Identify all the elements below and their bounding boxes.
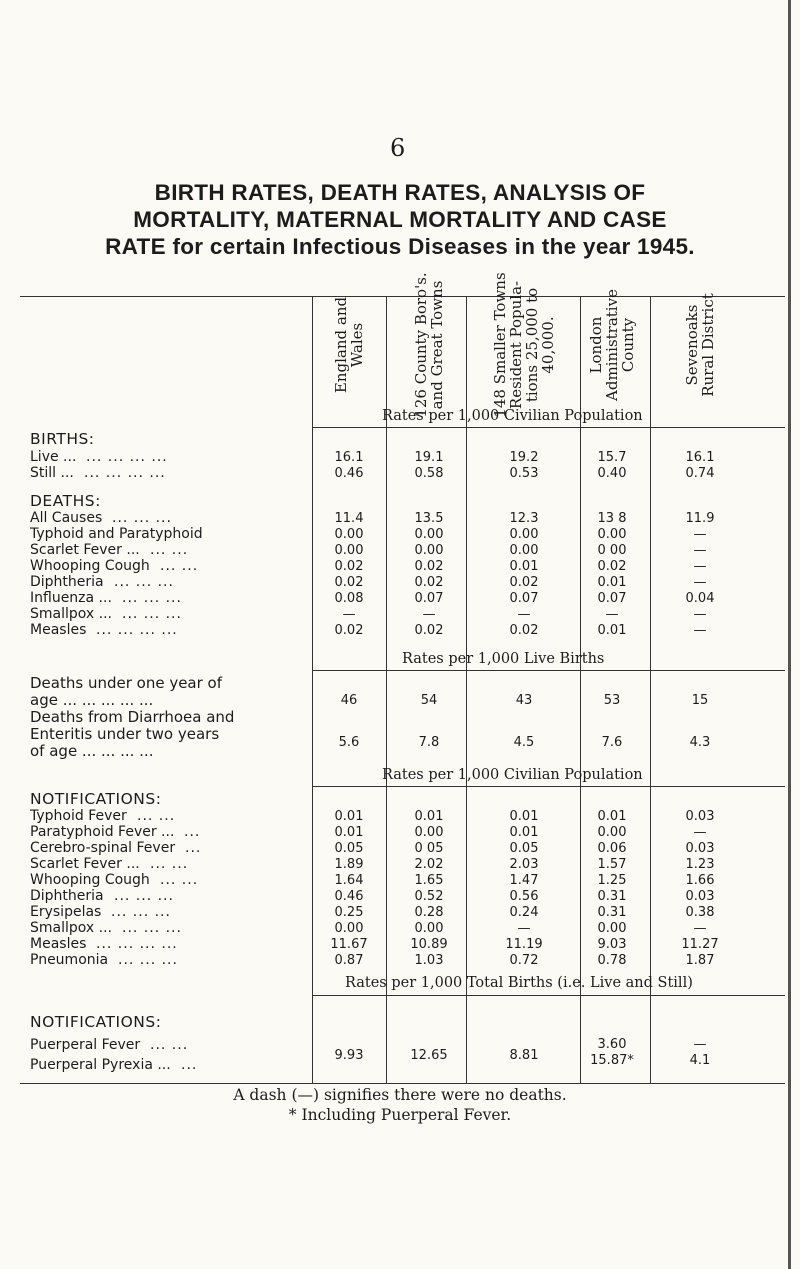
cell-value: 0.06 xyxy=(597,841,627,856)
cell-value: 0.24 xyxy=(509,905,539,920)
table-row xyxy=(30,904,800,918)
column-heading-line: 40,000. xyxy=(539,316,557,374)
band-rule xyxy=(312,995,785,996)
cell-value: 0.01 xyxy=(334,809,364,824)
column-heading-line: Resident Popula- xyxy=(507,280,525,410)
table-row xyxy=(30,590,800,604)
cell-value: 13 8 xyxy=(597,511,627,526)
cell-value: 0.87 xyxy=(334,953,364,968)
infant-label-2: age ... ... ... ... ... xyxy=(30,691,154,709)
infant-label-1: Deaths under one year of xyxy=(30,674,223,692)
column-heading-line: Rural District xyxy=(699,293,717,397)
row-leader-dots: ... ... ... ... xyxy=(84,465,166,481)
row-label: All Causes xyxy=(30,510,103,526)
row-leader-dots: ... ... ... ... xyxy=(86,449,168,465)
column-heading-line: Administrative xyxy=(603,289,621,401)
table-row xyxy=(30,622,800,636)
cell-value: 0.04 xyxy=(685,591,715,606)
cell-value: 9.93 xyxy=(334,1048,364,1063)
column-heading xyxy=(588,289,636,401)
row-leader-dots: ... ... ... xyxy=(122,920,182,936)
cell-value: 0.00 xyxy=(509,527,539,542)
row-leader-dots: ... ... xyxy=(150,542,189,558)
cell-value: 0.25 xyxy=(334,905,364,920)
cell-value: 2.03 xyxy=(509,857,539,872)
row-label: Still ... xyxy=(30,465,74,481)
row-leader-dots: ... ... ... ... xyxy=(96,622,178,638)
births-heading: BIRTHS: xyxy=(30,430,95,448)
column-heading xyxy=(492,272,556,417)
cell-value: 43 xyxy=(515,693,533,708)
row-label: Measles xyxy=(30,622,87,638)
table-row xyxy=(30,840,800,854)
cell-value: 46 xyxy=(340,693,358,708)
column-heading-line: 126 County Boro's. xyxy=(412,272,430,418)
table-row xyxy=(30,558,800,572)
cell-value: 11.19 xyxy=(505,937,543,952)
table-row xyxy=(30,734,800,748)
cell-value: — xyxy=(693,575,707,590)
column-heading-line: Sevenoaks xyxy=(683,304,701,386)
cell-value: 15.7 xyxy=(597,450,627,465)
cell-value: 0.02 xyxy=(509,623,539,638)
cell-value: 1.03 xyxy=(414,953,444,968)
row-label: Smallpox ... xyxy=(30,606,112,622)
cell-value: 1.87 xyxy=(685,953,715,968)
row-leader-dots: ... ... ... xyxy=(118,952,178,968)
cell-value: — xyxy=(693,623,707,638)
cell-value: 0.02 xyxy=(334,559,364,574)
cell-value: 0.08 xyxy=(334,591,364,606)
row-label: Typhoid and Paratyphoid xyxy=(30,526,203,542)
cell-value: — xyxy=(693,921,707,936)
cell-value: 0.31 xyxy=(597,889,627,904)
cell-value: 0.01 xyxy=(597,809,627,824)
footnote-asterisk: * Including Puerperal Fever. xyxy=(288,1106,512,1124)
cell-value: 0.00 xyxy=(334,543,364,558)
column-heading-line: England and xyxy=(332,296,350,394)
cell-value: 0.05 xyxy=(334,841,364,856)
cell-value: — xyxy=(693,825,707,840)
title-line-1: BIRTH RATES, DEATH RATES, ANALYSIS OF xyxy=(154,180,646,205)
cell-value: 0.46 xyxy=(334,889,364,904)
column-heading-line: London xyxy=(587,316,605,374)
cell-value: 12.65 xyxy=(410,1048,448,1063)
cell-value: 16.1 xyxy=(685,450,715,465)
cell-value: 0.01 xyxy=(509,809,539,824)
cell-value: 0.40 xyxy=(597,466,627,481)
footnote-dash: A dash (—) signifies there were no deaths. xyxy=(233,1086,567,1104)
row-label: Influenza ... xyxy=(30,590,112,606)
row-leader-dots: ... ... ... xyxy=(122,606,182,622)
column-heading-line: and Great Towns xyxy=(428,280,446,410)
cell-value: — xyxy=(517,607,531,622)
cell-value: 0.03 xyxy=(685,841,715,856)
cell-value: 15 xyxy=(691,693,709,708)
cell-value: 11.67 xyxy=(330,937,368,952)
cell-value: 4.3 xyxy=(689,735,711,750)
band-rule xyxy=(312,427,785,428)
row-label: Whooping Cough xyxy=(30,558,150,574)
table-row xyxy=(30,526,800,540)
cell-value: 4.1 xyxy=(689,1053,711,1068)
cell-value: 0.28 xyxy=(414,905,444,920)
infant-label-3: Deaths from Diarrhoea and xyxy=(30,708,235,726)
cell-value: 0.01 xyxy=(597,575,627,590)
column-heading-line: County xyxy=(619,317,637,373)
table-bottom-rule xyxy=(20,1083,785,1084)
row-leader-dots: ... ... ... xyxy=(111,904,171,920)
cell-value: — xyxy=(517,921,531,936)
cell-value: — xyxy=(693,1037,707,1052)
cell-value: 0.03 xyxy=(685,889,715,904)
cell-value: 0.01 xyxy=(334,825,364,840)
row-label: Smallpox ... xyxy=(30,920,112,936)
title-line-2: MORTALITY, MATERNAL MORTALITY AND CASE xyxy=(133,207,667,232)
cell-value: 0.53 xyxy=(509,466,539,481)
cell-value: — xyxy=(693,527,707,542)
cell-value: 0.02 xyxy=(414,559,444,574)
cell-value: 0 00 xyxy=(597,543,627,558)
title-line-3: RATE for certain Infectious Diseases in the year 1945. xyxy=(105,234,695,259)
cell-value: 11.9 xyxy=(685,511,715,526)
cell-value: 0.56 xyxy=(509,889,539,904)
cell-value: — xyxy=(693,607,707,622)
row-label: Measles xyxy=(30,936,87,952)
cell-value: 7.6 xyxy=(601,735,623,750)
cell-value: 0.03 xyxy=(685,809,715,824)
cell-value: 9.03 xyxy=(597,937,627,952)
row-leader-dots: ... xyxy=(181,1057,198,1073)
cell-value: 53 xyxy=(603,693,621,708)
cell-value: 0.52 xyxy=(414,889,444,904)
infant-label-4: Enteritis under two years xyxy=(30,725,220,743)
cell-value: 0.01 xyxy=(509,825,539,840)
cell-value: 0.01 xyxy=(597,623,627,638)
cell-value: 7.8 xyxy=(418,735,440,750)
cell-value: 0.00 xyxy=(597,825,627,840)
cell-value: 0.02 xyxy=(414,575,444,590)
infant-label-5: of age ... ... ... ... xyxy=(30,742,154,760)
row-leader-dots: ... xyxy=(185,840,202,856)
row-leader-dots: ... ... xyxy=(160,558,199,574)
cell-value: 0.00 xyxy=(414,527,444,542)
cell-value: 0.07 xyxy=(597,591,627,606)
column-heading-line: Wales xyxy=(348,322,366,368)
cell-value: 0.05 xyxy=(509,841,539,856)
notifications-heading: NOTIFICATIONS: xyxy=(30,790,162,808)
table-row xyxy=(30,574,800,588)
page-number: 6 xyxy=(390,134,406,162)
band-civilian: Rates per 1,000 Civilian Population xyxy=(382,408,643,424)
row-label: Scarlet Fever ... xyxy=(30,542,140,558)
cell-value: 0.02 xyxy=(334,623,364,638)
cell-value: 0.00 xyxy=(597,921,627,936)
cell-value: 0.74 xyxy=(685,466,715,481)
cell-value: 0.58 xyxy=(414,466,444,481)
cell-value: 8.81 xyxy=(509,1048,539,1063)
band-total-births: Rates per 1,000 Total Births (i.e. Live and Still) xyxy=(345,975,693,991)
row-leader-dots: ... xyxy=(184,824,201,840)
row-leader-dots: ... ... ... xyxy=(114,888,174,904)
cell-value: 19.2 xyxy=(509,450,539,465)
table-row xyxy=(30,808,800,822)
column-heading-line: 148 Smaller Towns xyxy=(491,272,509,418)
cell-value: 1.57 xyxy=(597,857,627,872)
cell-value: 5.6 xyxy=(338,735,360,750)
row-label: Live ... xyxy=(30,449,77,465)
cell-value: — xyxy=(605,607,619,622)
cell-value: 10.89 xyxy=(410,937,448,952)
table-row xyxy=(30,692,800,706)
row-leader-dots: ... ... xyxy=(150,1037,189,1053)
cell-value: 0.46 xyxy=(334,466,364,481)
row-label: Paratyphoid Fever ... xyxy=(30,824,175,840)
cell-value: 1.25 xyxy=(597,873,627,888)
cell-value: 0.01 xyxy=(414,809,444,824)
table-row xyxy=(30,856,800,870)
table-row xyxy=(30,606,800,620)
cell-value: 0 05 xyxy=(414,841,444,856)
table-row xyxy=(30,465,800,479)
cell-value: 1.66 xyxy=(685,873,715,888)
cell-value: 0.07 xyxy=(414,591,444,606)
cell-value: 1.23 xyxy=(685,857,715,872)
band-rule xyxy=(312,786,785,787)
cell-value: 0.07 xyxy=(509,591,539,606)
cell-value: — xyxy=(693,559,707,574)
row-label: Pneumonia xyxy=(30,952,109,968)
row-leader-dots: ... ... xyxy=(160,872,199,888)
cell-value: — xyxy=(693,543,707,558)
band-civilian-2: Rates per 1,000 Civilian Population xyxy=(382,767,643,783)
band-live-births: Rates per 1,000 Live Births xyxy=(402,651,605,667)
cell-value: 0.02 xyxy=(334,575,364,590)
row-label: Erysipelas xyxy=(30,904,102,920)
cell-value: 0.00 xyxy=(334,527,364,542)
cell-value: 1.47 xyxy=(509,873,539,888)
cell-value: 3.60 xyxy=(597,1037,627,1052)
cell-value: 0.00 xyxy=(414,921,444,936)
table-row xyxy=(30,920,800,934)
cell-value: 0.00 xyxy=(334,921,364,936)
cell-value: 11.4 xyxy=(334,511,364,526)
table-row xyxy=(30,510,800,524)
row-leader-dots: ... ... ... xyxy=(112,510,172,526)
row-label: Diphtheria xyxy=(30,888,104,904)
cell-value: 11.27 xyxy=(681,937,719,952)
cell-value: 0.01 xyxy=(509,559,539,574)
cell-value: — xyxy=(422,607,436,622)
page-edge xyxy=(788,0,791,1269)
cell-value: 1.65 xyxy=(414,873,444,888)
cell-value: 0.02 xyxy=(597,559,627,574)
cell-value: 0.00 xyxy=(414,825,444,840)
table-row xyxy=(30,936,800,950)
table-row xyxy=(30,888,800,902)
cell-value: 0.02 xyxy=(414,623,444,638)
table-row xyxy=(30,824,800,838)
row-leader-dots: ... ... xyxy=(137,808,176,824)
cell-value: 15.87* xyxy=(590,1053,634,1068)
row-leader-dots: ... ... ... ... xyxy=(96,936,178,952)
cell-value: 16.1 xyxy=(334,450,364,465)
cell-value: 0.38 xyxy=(685,905,715,920)
band-rule xyxy=(312,670,785,671)
maternal-notifications-heading: NOTIFICATIONS: xyxy=(30,1013,162,1031)
row-label: Puerperal Pyrexia ... xyxy=(30,1057,171,1073)
row-label: Whooping Cough xyxy=(30,872,150,888)
cell-value: 0.72 xyxy=(509,953,539,968)
table-row xyxy=(30,449,800,463)
cell-value: 1.89 xyxy=(334,857,364,872)
cell-value: 1.64 xyxy=(334,873,364,888)
cell-value: 0.78 xyxy=(597,953,627,968)
cell-value: 54 xyxy=(420,693,438,708)
row-label: Typhoid Fever xyxy=(30,808,127,824)
row-leader-dots: ... ... ... xyxy=(114,574,174,590)
row-label: Puerperal Fever xyxy=(30,1037,141,1053)
row-leader-dots: ... ... xyxy=(150,856,189,872)
cell-value: 0.02 xyxy=(509,575,539,590)
cell-value: 2.02 xyxy=(414,857,444,872)
row-leader-dots: ... ... ... xyxy=(122,590,182,606)
cell-value: 0.00 xyxy=(597,527,627,542)
column-heading xyxy=(413,272,445,417)
table-row xyxy=(30,952,800,966)
row-label: Cerebro-spinal Fever xyxy=(30,840,176,856)
cell-value: 0.00 xyxy=(414,543,444,558)
column-heading-line: tions 25,000 to xyxy=(523,287,541,403)
cell-value: 13.5 xyxy=(414,511,444,526)
table-row xyxy=(30,872,800,886)
table-row xyxy=(30,542,800,556)
cell-value: 19.1 xyxy=(414,450,444,465)
table-top-rule xyxy=(20,296,785,297)
row-label: Scarlet Fever ... xyxy=(30,856,140,872)
column-heading xyxy=(333,297,365,393)
cell-value: 4.5 xyxy=(513,735,535,750)
deaths-heading: DEATHS: xyxy=(30,492,101,510)
cell-value: 12.3 xyxy=(509,511,539,526)
cell-value: — xyxy=(342,607,356,622)
cell-value: 0.31 xyxy=(597,905,627,920)
row-label: Diphtheria xyxy=(30,574,104,590)
column-heading xyxy=(684,293,716,397)
cell-value: 0.00 xyxy=(509,543,539,558)
